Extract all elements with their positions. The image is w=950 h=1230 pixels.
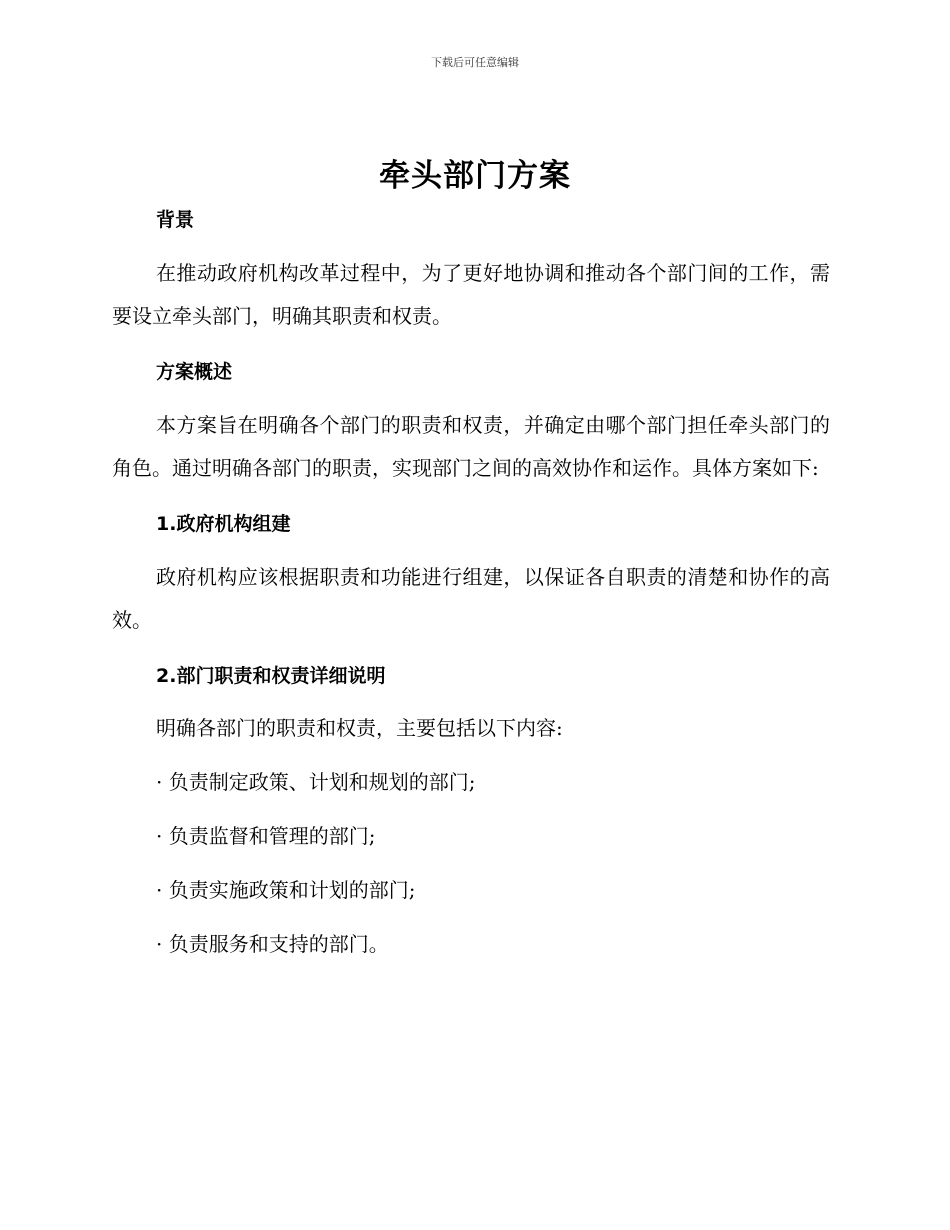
section-intro-item2: 明确各部门的职责和权责，主要包括以下内容: bbox=[156, 716, 563, 740]
section-heading-background: 背景 bbox=[156, 209, 195, 231]
list-item: · 负责服务和支持的部门。 bbox=[156, 932, 389, 956]
section-heading-item1: 1.政府机构组建 bbox=[156, 513, 291, 535]
list-item: · 负责实施政策和计划的部门; bbox=[156, 878, 416, 902]
section-heading-overview: 方案概述 bbox=[156, 361, 233, 383]
list-item: · 负责制定政策、计划和规划的部门; bbox=[156, 770, 476, 794]
list-item: · 负责监督和管理的部门; bbox=[156, 824, 376, 848]
section-paragraph-item1: 政府机构应该根据职责和功能进行组建，以保证各自职责的清楚和协作的高效。 bbox=[112, 565, 830, 632]
section-heading-item2: 2.部门职责和权责详细说明 bbox=[156, 665, 386, 687]
document-title: 牵头部门方案 bbox=[379, 158, 571, 194]
section-paragraph-overview: 本方案旨在明确各个部门的职责和权责，并确定由哪个部门担任牵头部门的角色。通过明确各部门的职责，实现部门之间的高效协作和运作。具体方案如下: bbox=[112, 413, 830, 480]
document-body bbox=[112, 200, 830, 964]
header-note: 下载后可任意编辑 bbox=[431, 56, 519, 69]
section-paragraph-background: 在推动政府机构改革过程中，为了更好地协调和推动各个部门间的工作，需要设立牵头部门，明确其职责和权责。 bbox=[112, 261, 830, 328]
